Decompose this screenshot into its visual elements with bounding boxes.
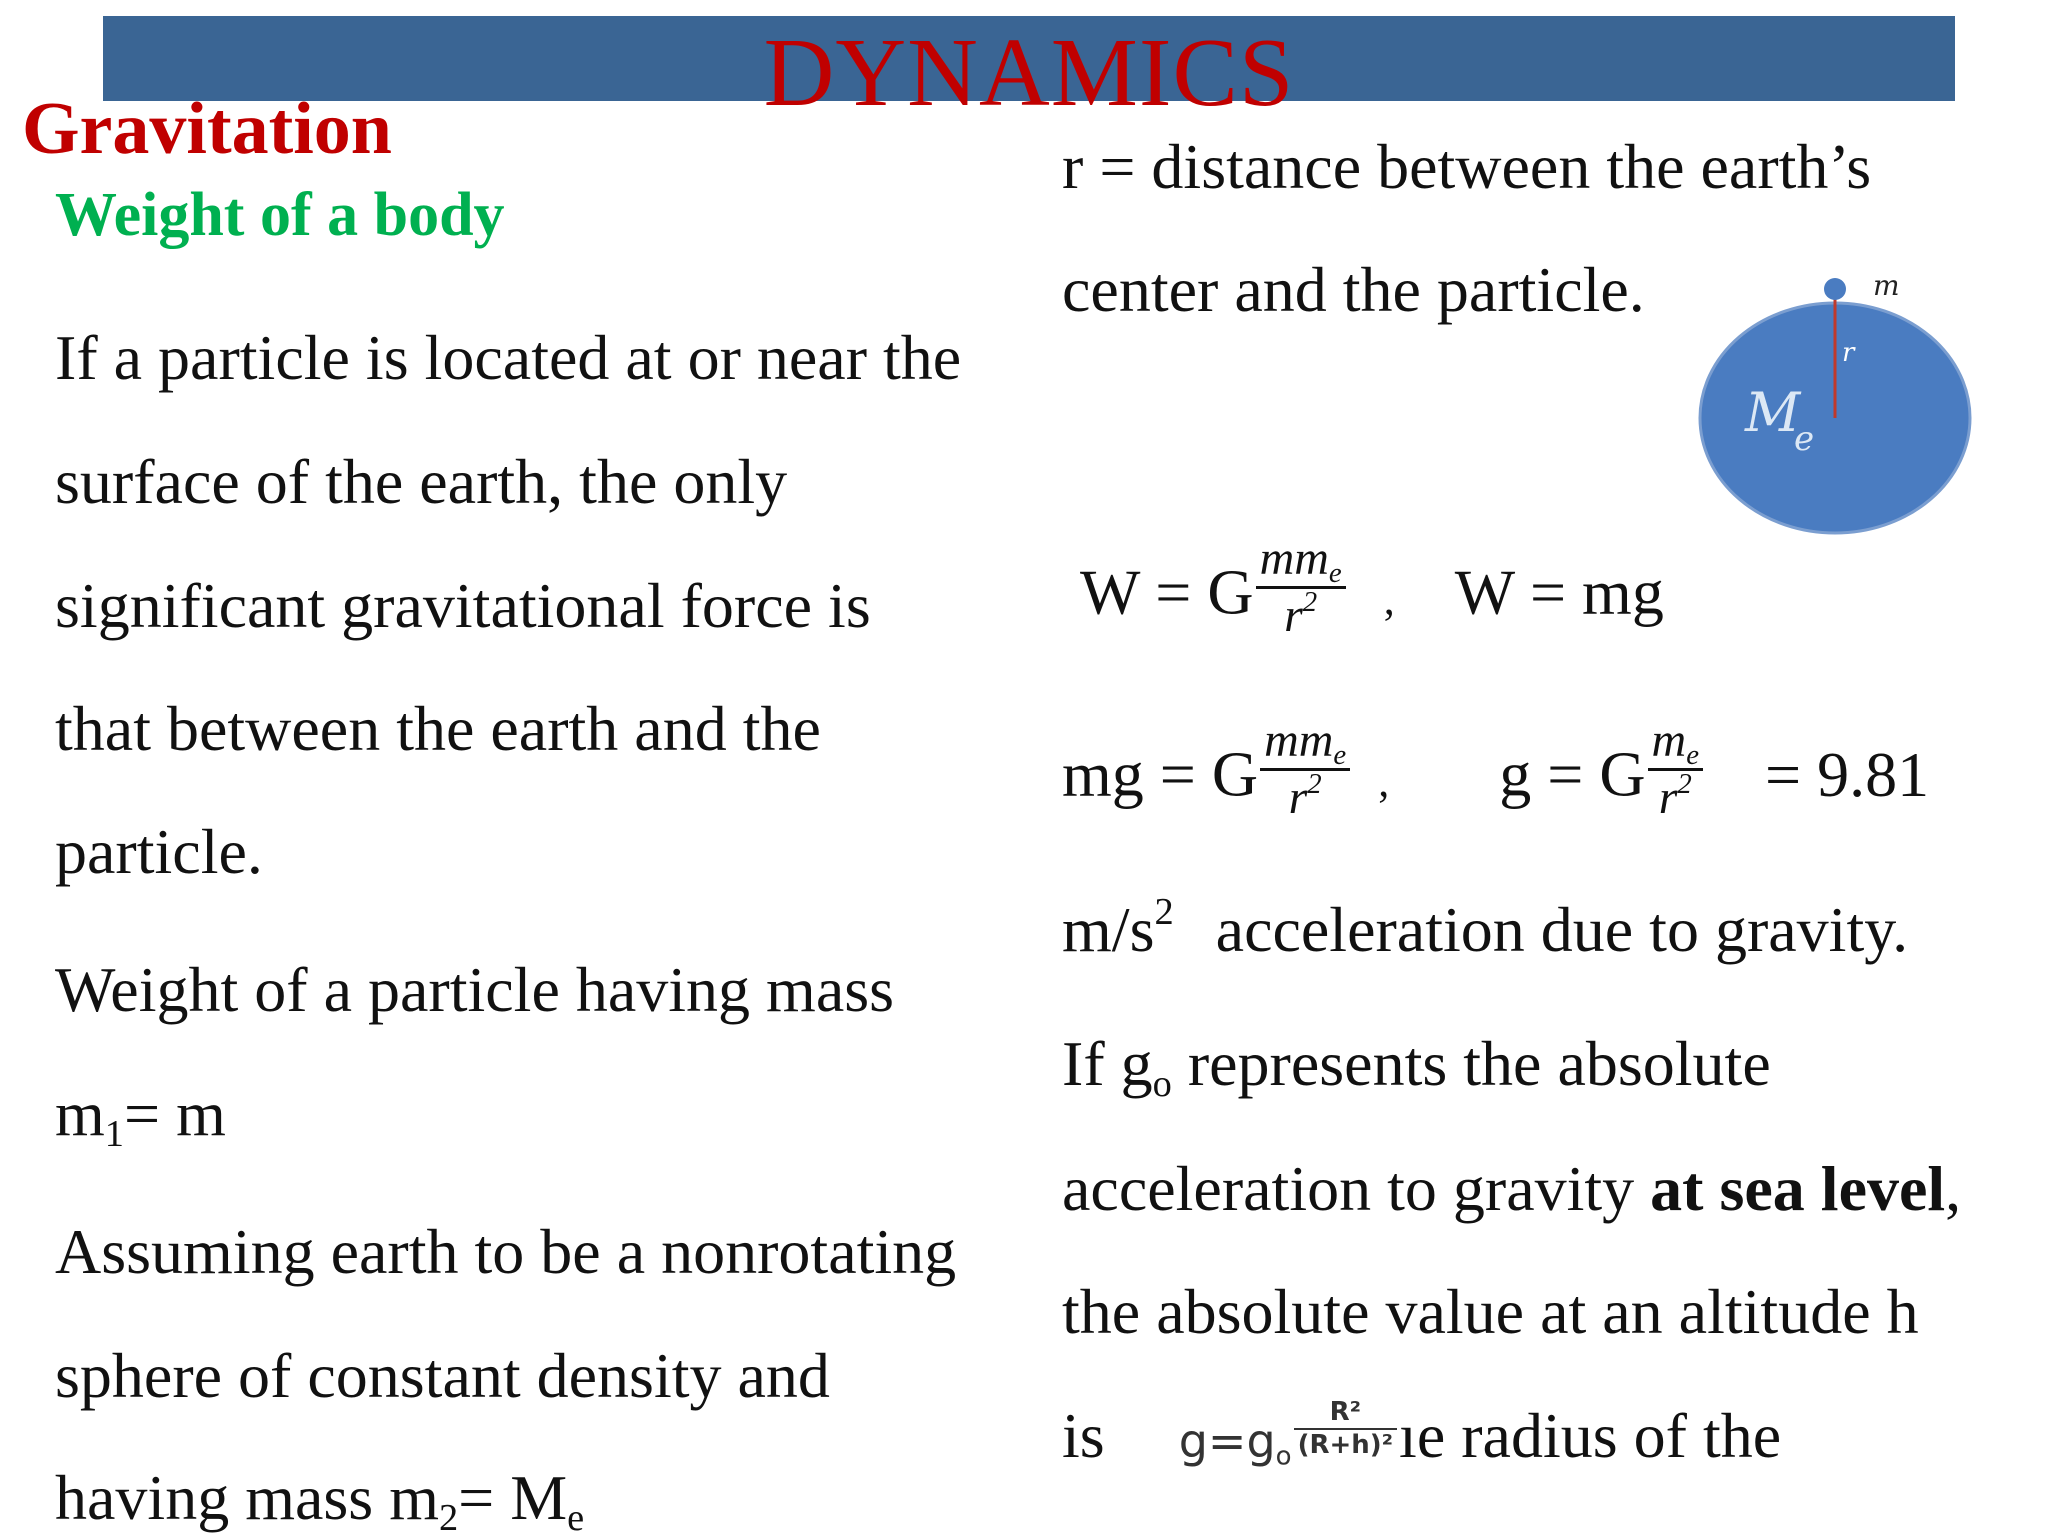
r-definition-line-1: r = distance between the earth’s — [1062, 131, 1872, 202]
me-subscript: e — [1794, 419, 1815, 459]
m-label: m — [1873, 269, 1900, 302]
g0-line: If $g_o$ represents the absolute — [1062, 1028, 1771, 1105]
weight-line: Weight of a particle having mass — [55, 954, 895, 1025]
left-paragraph-line-4: that between the earth and the — [55, 693, 821, 764]
earth-diagram — [1690, 268, 1980, 548]
me-label: M — [1745, 381, 1801, 444]
gravity-equation: mg = G $\frac{mm_e}{r^2}$ , g = G $\frac{m_e}{r^2}$ = 9.81 — [1062, 714, 1930, 825]
weight-equation: W = G $\frac{mm_e}{r^2}$ , W = mg — [1080, 532, 1664, 643]
m1-equation: $m_1= m$ — [55, 1078, 226, 1155]
particle-dot — [1824, 278, 1846, 300]
left-paragraph-line-1: If a particle is located at or near the — [55, 322, 962, 393]
r-label: r — [1842, 338, 1855, 368]
left-paragraph-line-3: significant gravitational force is — [55, 570, 871, 641]
altitude-formula-line: is $g=g_o$ $\frac{\text{R²}}{\text{(R+h)²}}$ ıe radius of the — [1062, 1397, 1782, 1472]
units-line: $m/s^2$ acceleration due to gravity. — [1062, 891, 1909, 965]
left-paragraph-line-5: particle. — [55, 816, 263, 887]
mass-line: having mass $m_2= M_e$ — [55, 1462, 585, 1539]
assume-line-1: Assuming earth to be a nonrotating — [55, 1216, 957, 1287]
altitude-line: the absolute value at an altitude h — [1062, 1276, 1919, 1347]
sea-level-line: acceleration to gravity at sea level, — [1062, 1153, 1962, 1224]
assume-line-2: sphere of constant density and — [55, 1340, 830, 1411]
section-title: Gravitation — [22, 88, 392, 170]
r-definition-line-2: center and the particle. — [1062, 254, 1645, 325]
subtitle: Weight of a body — [55, 181, 505, 249]
left-paragraph-line-2: surface of the earth, the only — [55, 446, 788, 517]
slide-title: DYNAMICS — [763, 19, 1295, 127]
